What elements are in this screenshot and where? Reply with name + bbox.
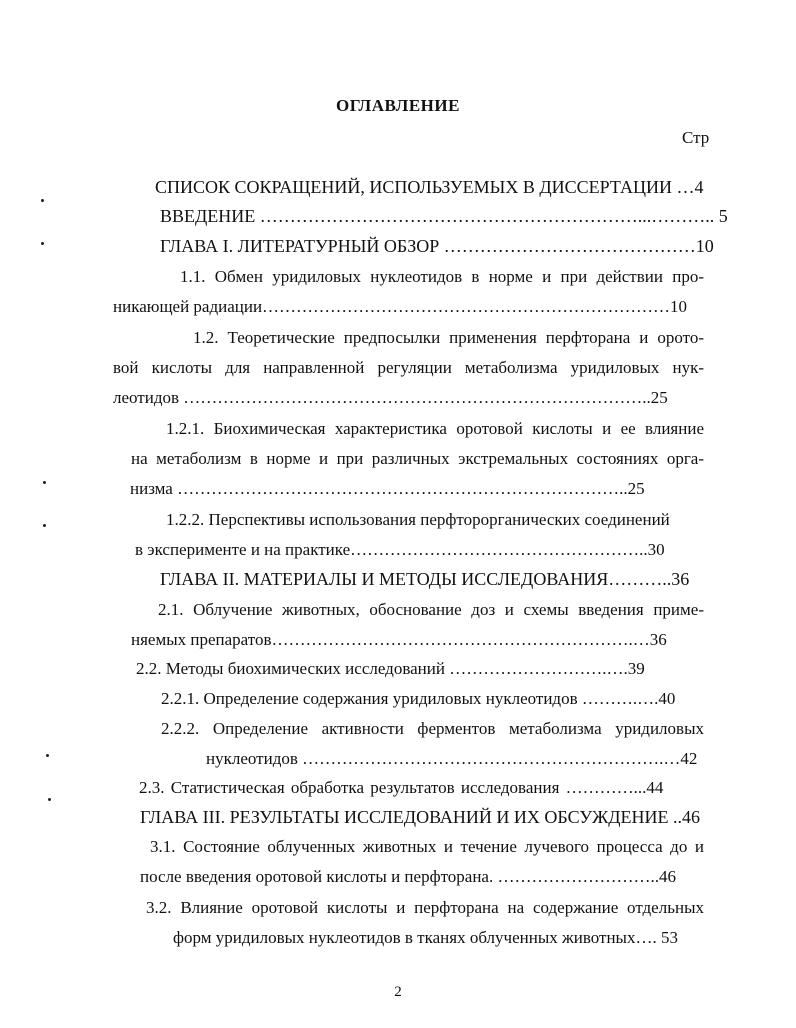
toc-entry: 1.1. Обмен уридиловых нуклеотидов в норме и при действии про- [180,267,704,286]
scan-speck [41,199,44,202]
toc-entry: 3.1. Состояние облученных животных и течение лучевого процесса до и [150,837,704,856]
toc-entry: ГЛАВА I. ЛИТЕРАТУРНЫЙ ОБЗОР ……………………………………10 [160,236,714,256]
toc-entry: вой кислоты для направленной регуляции метаболизма уридиловых нук- [113,358,704,377]
toc-entry: 2.2.1. Определение содержания уридиловых нуклеотидов ……….….40 [161,689,676,708]
toc-entry: леотидов ………………………………………………………………………..25 [113,388,668,407]
scan-speck [43,524,46,527]
toc-entry: 1.2.2. Перспективы использования перфторорганических соединений [166,510,670,529]
toc-entry: 3.2. Влияние оротовой кислоты и перфторана на содержание отдельных [146,898,704,917]
toc-entry: СПИСОК СОКРАЩЕНИЙ, ИСПОЛЬЗУЕМЫХ В ДИССЕРТАЦИИ …4 [155,177,704,197]
toc-entry: в эксперименте и на практике……………………………………………..30 [135,540,665,559]
page-column-label: Стр [682,128,710,147]
toc-entry: 2.1. Облучение животных, обоснование доз и схемы введения приме- [158,600,704,619]
scan-speck [48,798,51,801]
toc-entry: на метаболизм в норме и при различных экстремальных состояниях орга- [131,449,704,468]
scan-speck [41,242,44,245]
toc-entry: 1.2. Теоретические предпосылки применения перфторана и орото- [193,328,704,347]
scan-speck [46,754,49,757]
toc-entry: 1.2.1. Биохимическая характеристика оротовой кислоты и ее влияние [166,419,704,438]
toc-entry: ГЛАВА III. РЕЗУЛЬТАТЫ ИССЛЕДОВАНИЙ И ИХ ОБСУЖДЕНИЕ ..46 [140,807,701,827]
toc-entry: ГЛАВА II. МАТЕРИАЛЫ И МЕТОДЫ ИССЛЕДОВАНИЯ………..36 [160,569,690,589]
toc-entry: никающей радиации………………………………………………………………10 [113,297,688,316]
scan-speck [43,481,46,484]
toc-entry: няемых препаратов……………………………………………………….…36 [131,630,667,649]
toc-entry: ВВЕДЕНИЕ ………………………………………………………...……….. 5 [160,206,728,226]
toc-entry: низма ……………………………………………………………………..25 [130,479,645,498]
toc-entry: нуклеотидов ……………………………………………………….…42 [206,749,698,768]
toc-entry: 2.2.2. Определение активности ферментов метаболизма уридиловых [161,719,704,738]
toc-entry: 2.2. Методы биохимических исследований ……………………….….39 [136,659,645,678]
toc-entry: 2.3. Статистическая обработка результатов исследования …………...44 [139,778,664,797]
toc-entry: после введения оротовой кислоты и перфторана. ………………………..46 [140,867,676,886]
page-number: 2 [394,984,402,1000]
toc-entry: форм уридиловых нуклеотидов в тканях облученных животных…. 53 [173,928,678,947]
page-title: ОГЛАВЛЕНИЕ [336,96,460,115]
